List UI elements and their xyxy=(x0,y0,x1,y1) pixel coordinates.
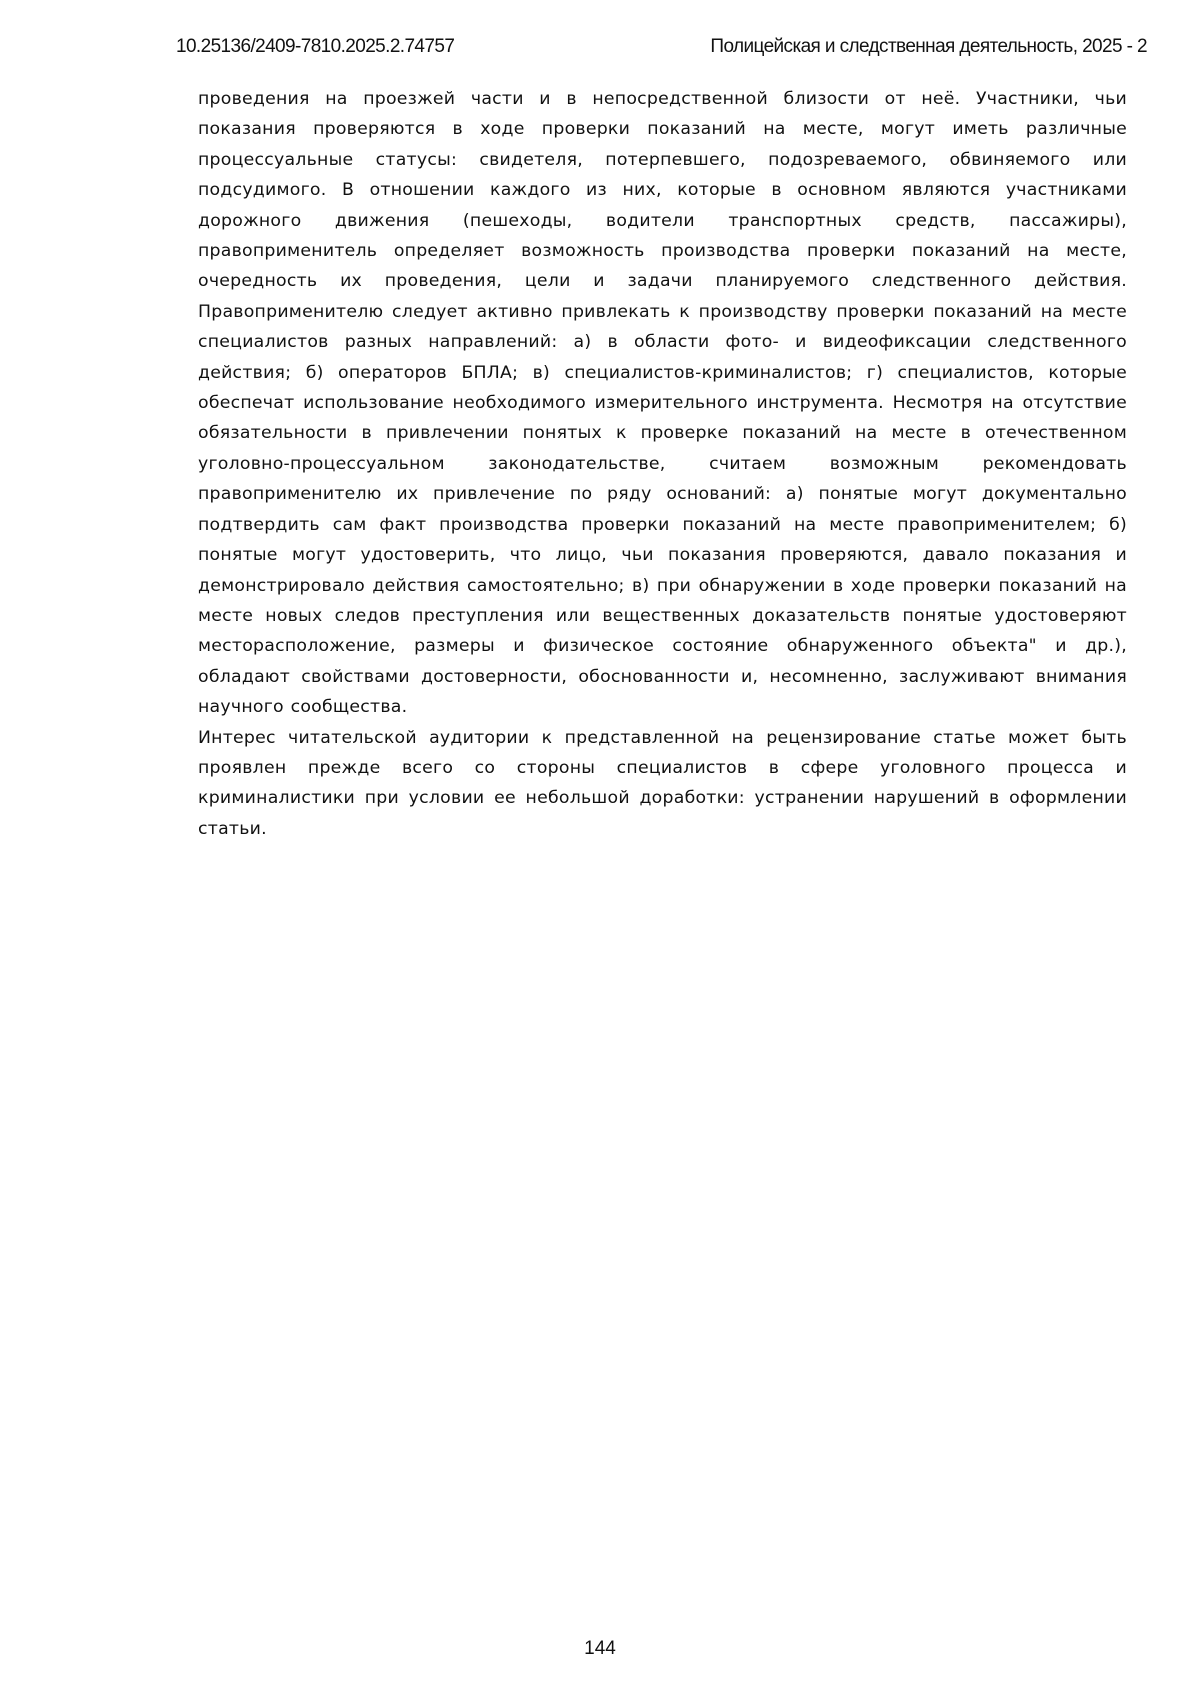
doi-identifier: 10.25136/2409-7810.2025.2.74757 xyxy=(176,36,455,57)
running-header xyxy=(176,36,1147,58)
body-paragraph: проведения на проезжей части и в непосредственной близости от неё. Участники, чьи показания проверяются в ходе проверки показаний на месте, могут иметь различные процессуальные статусы: свидетеля, потерпевшего, подозреваемого, обвиняемого или подсудимого. В отношении каждого из них, которые в основном являются участниками дорожного движения (пешеходы, водители транспортных средств, пассажиры), правоприменитель определяет возможность производства проверки показаний на месте, очередность их проведения, цели и задачи планируемого следственного действия. Правоприменителю следует активно привлекать к производству проверки показаний на месте специалистов разных направлений: а) в области фото- и видеофиксации следственного действия; б) операторов БПЛА; в) специалистов-криминалистов; г) специалистов, которые обеспечат использование необходимого измерительного инструмента. Несмотря на отсутствие обязательности в привлечении понятых к проверке показаний на месте в отечественном уголовно-процессуальном законодательстве, считаем возможным рекомендовать правоприменителю их привлечение по ряду оснований: а) понятые могут документально подтвердить сам факт производства проверки показаний на месте правоприменителем; б) понятые могут удостоверить, что лицо, чьи показания проверяются, давало показания и демонстрировало действия самостоятельно; в) при обнаружении в ходе проверки показаний на месте новых следов преступления или вещественных доказательств понятые удостоверяют месторасположение, размеры и физическое состояние обнаруженного объекта" и др.), обладают свойствами достоверности, обоснованности и, несомненно, заслуживают внимания научного сообщества. xyxy=(198,89,1127,718)
article-body xyxy=(198,84,1127,844)
page-number: 144 xyxy=(584,1638,616,1659)
journal-issue-title: Полицейская и следственная деятельность, 2025 - 2 xyxy=(710,36,1147,57)
body-paragraph: Интерес читательской аудитории к представленной на рецензирование статье может быть проявлен прежде всего со стороны специалистов в сфере уголовного процесса и криминалистики при условии ее небольшой доработки: устранении нарушений в оформлении статьи. xyxy=(198,727,1127,839)
